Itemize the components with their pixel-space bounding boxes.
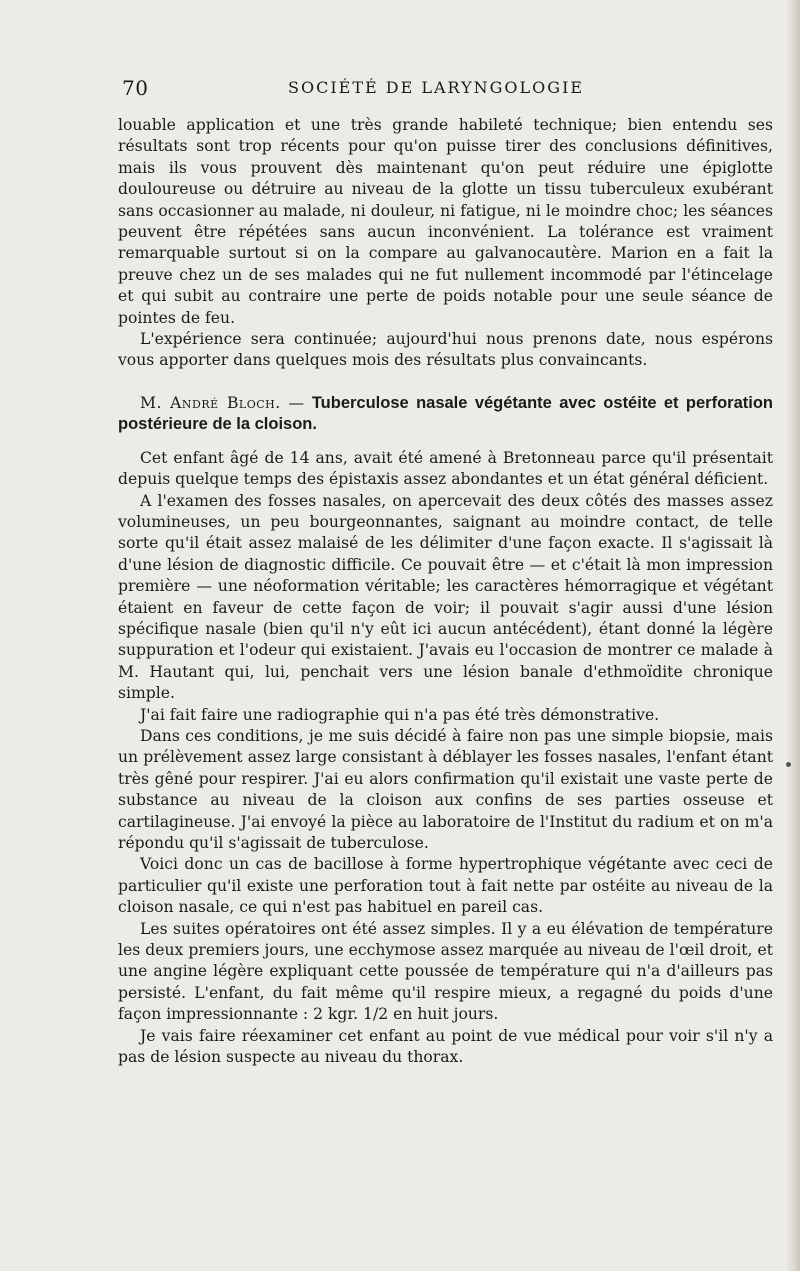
paragraph: L'expérience sera continuée; aujourd'hui nous prenons date, nous espérons vous apporter dans quelques mois des résultats plus convaincants.: [118, 330, 773, 370]
article-author: M. André Bloch.: [140, 393, 281, 412]
running-head: SOCIÉTÉ DE LARYNGOLOGIE: [288, 78, 585, 97]
page-number: 70: [122, 76, 149, 100]
paragraph: Dans ces conditions, je me suis décidé à faire non pas une simple biopsie, mais un prélèvement assez large consistant à déblayer les fosses nasales, l'enfant étant très gêné pour respirer. J'ai eu alors confirmation qu'il existait une vaste perte de substance au niveau de la cloison aux confins de ses parties osseuse et cartilagineuse. J'ai envoyé la pièce au laboratoire de l'Institut du radium et on m'a répondu qu'il s'agissait de tuberculose.: [118, 726, 773, 852]
paragraph: Voici donc un cas de bacillose à forme hypertrophique végétante avec ceci de particulier qu'il existe une perforation tout à fait nette par ostéite au niveau de la cloison nasale, ce qui n'est pas habituel en pareil cas.: [118, 855, 773, 917]
heading-dash: —: [280, 393, 312, 412]
paragraph: Cet enfant âgé de 14 ans, avait été amené à Bretonneau parce qu'il présentait depuis quelque temps des épistaxis assez abondantes et un état général déficient.: [118, 448, 773, 489]
ink-speck: [786, 762, 791, 767]
paragraph: J'ai fait faire une radiographie qui n'a pas été très démonstrative.: [140, 705, 660, 724]
paragraph: louable application et une très grande habileté technique; bien entendu ses résultats sont trop récents pour qu'on puisse tirer des conclusions définitives, mais ils vous prouvent dès maintenant qu'on peut réduire une épiglotte douloureuse ou détruire au niveau de la glotte un tissu tuberculeux exubérant sans occasionner au malade, ni douleur, ni fatigue, ni le moindre choc; les séances peuvent être répétées sans aucun inconvénient. La tolérance est vraiment remarquable surtout si on la compare au galvanocautère. Marion en a fait la preuve chez un de ses malades qui ne fut nullement incommodé par l'étincelage et qui subit au contraire une perte de poids notable pour une seule séance de pointes de feu.: [118, 116, 773, 327]
page-edge-shadow: [786, 0, 800, 1271]
article-heading: [118, 393, 773, 436]
section-gap: [118, 436, 773, 448]
section-gap: [118, 372, 773, 393]
page-header: [118, 76, 773, 100]
article-title: Tuberculose nasale végétante avec ostéite et perforation postérieure de la cloison.: [118, 393, 774, 434]
paragraph: Je vais faire réexaminer cet enfant au point de vue médical pour voir s'il n'y a pas de lésion suspecte au niveau du thorax.: [118, 1026, 773, 1067]
paragraph: Les suites opératoires ont été assez simples. Il y a eu élévation de température les deux premiers jours, une ecchymose assez marquée au niveau de l'œil droit, et une angine légère expliquant cette poussée de température qui n'a d'ailleurs pas persisté. L'enfant, du fait même qu'il respire mieux, a regagné du poids d'une façon impressionnante : 2 kgr. 1/2 en huit jours.: [118, 919, 773, 1024]
page-body: [118, 115, 773, 1068]
paragraph: A l'examen des fosses nasales, on apercevait des deux côtés des masses assez volumineuses, un peu bourgeonnantes, saignant au moindre contact, de telle sorte qu'il était assez malaisé de les délimiter d'une façon exacte. Il s'agissait là d'une lésion de diagnostic difficile. Ce pouvait être — et c'était là mon impression première — une néoformation véritable; les caractères hémorragique et végétant étaient en faveur de cette façon de voir; il pouvait s'agir aussi d'une lésion spécifique nasale (bien qu'il n'y eût ici aucun antécédent), étant donné la légère suppuration et l'odeur qui existaient. J'avais eu l'occasion de montrer ce malade à M. Hautant qui, lui, penchait vers une lésion banale d'ethmoïdite chronique simple.: [118, 491, 773, 703]
